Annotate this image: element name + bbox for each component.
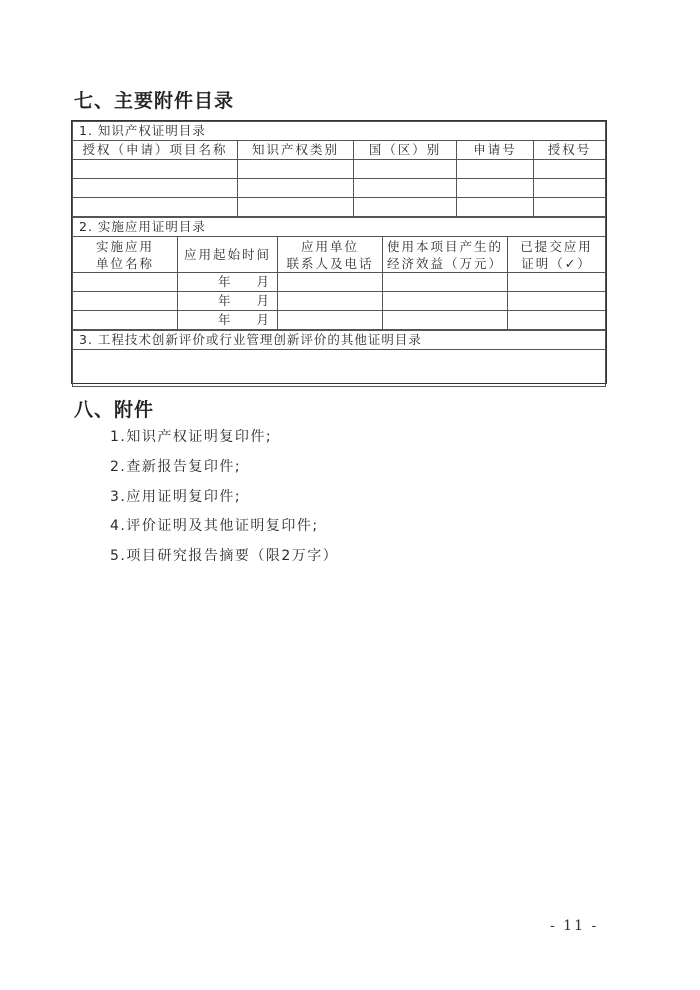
application-section-title: 2. 实施应用证明目录 [73,218,606,237]
ip-header-name: 授权（申请）项目名称 [73,141,238,160]
table-row [73,179,606,198]
other-proof-table [72,330,606,387]
app-header-start-time-line1: 应用起始时间 [183,247,271,262]
page-number: - 11 - [550,918,599,934]
table-row [73,311,606,330]
table-row [73,292,606,311]
app-header-benefit-line1: 使用本项目产生的 [386,238,503,254]
attachment-item: 1.知识产权证明复印件; [110,429,273,445]
application-table [72,217,606,330]
app-header-unit [73,237,178,273]
attachment-item: 2.查新报告复印件; [110,459,242,475]
app-header-contact-line1: 应用单位 [300,238,359,254]
date-cell [178,311,278,330]
month-label: 月 [256,312,269,327]
app-header-proof-line1: 已提交应用 [520,238,593,254]
attachment-item: 3.应用证明复印件; [110,489,242,505]
section8-title: 八、附件 [74,399,155,421]
app-header-unit-line1: 实施应用 [95,238,154,254]
app-header-start-time [178,237,278,273]
app-header-contact [278,237,383,273]
section7-title: 七、主要附件目录 [74,90,235,112]
table-row [73,160,606,179]
attachments-table [71,120,607,384]
app-header-benefit [383,237,508,273]
ip-header-country: 国（区）别 [354,141,457,160]
app-header-benefit-line2: 经济效益（万元） [386,255,503,271]
year-label: 年 [217,312,231,327]
year-label: 年 [217,274,231,289]
other-proof-blank [73,350,606,387]
date-cell [178,292,278,311]
ip-table [72,121,606,217]
attachment-item: 4.评价证明及其他证明复印件; [110,518,319,534]
month-label: 月 [256,293,269,308]
ip-header-grant-number: 授权号 [534,141,606,160]
table-row [73,198,606,217]
app-header-unit-line2: 单位名称 [95,255,154,271]
app-header-contact-line2: 联系人及电话 [286,255,374,271]
other-section-title: 3. 工程技术创新评价或行业管理创新评价的其他证明目录 [73,331,606,350]
date-cell [178,273,278,292]
attachment-item: 5.项目研究报告摘要（限2万字） [110,548,339,564]
ip-section-title: 1. 知识产权证明目录 [73,122,606,141]
app-header-proof [508,237,606,273]
ip-header-category: 知识产权类别 [238,141,354,160]
table-row [73,273,606,292]
month-label: 月 [256,274,269,289]
app-header-proof-line2: 证明（✓） [521,255,592,271]
ip-header-app-number: 申请号 [457,141,534,160]
year-label: 年 [217,293,231,308]
